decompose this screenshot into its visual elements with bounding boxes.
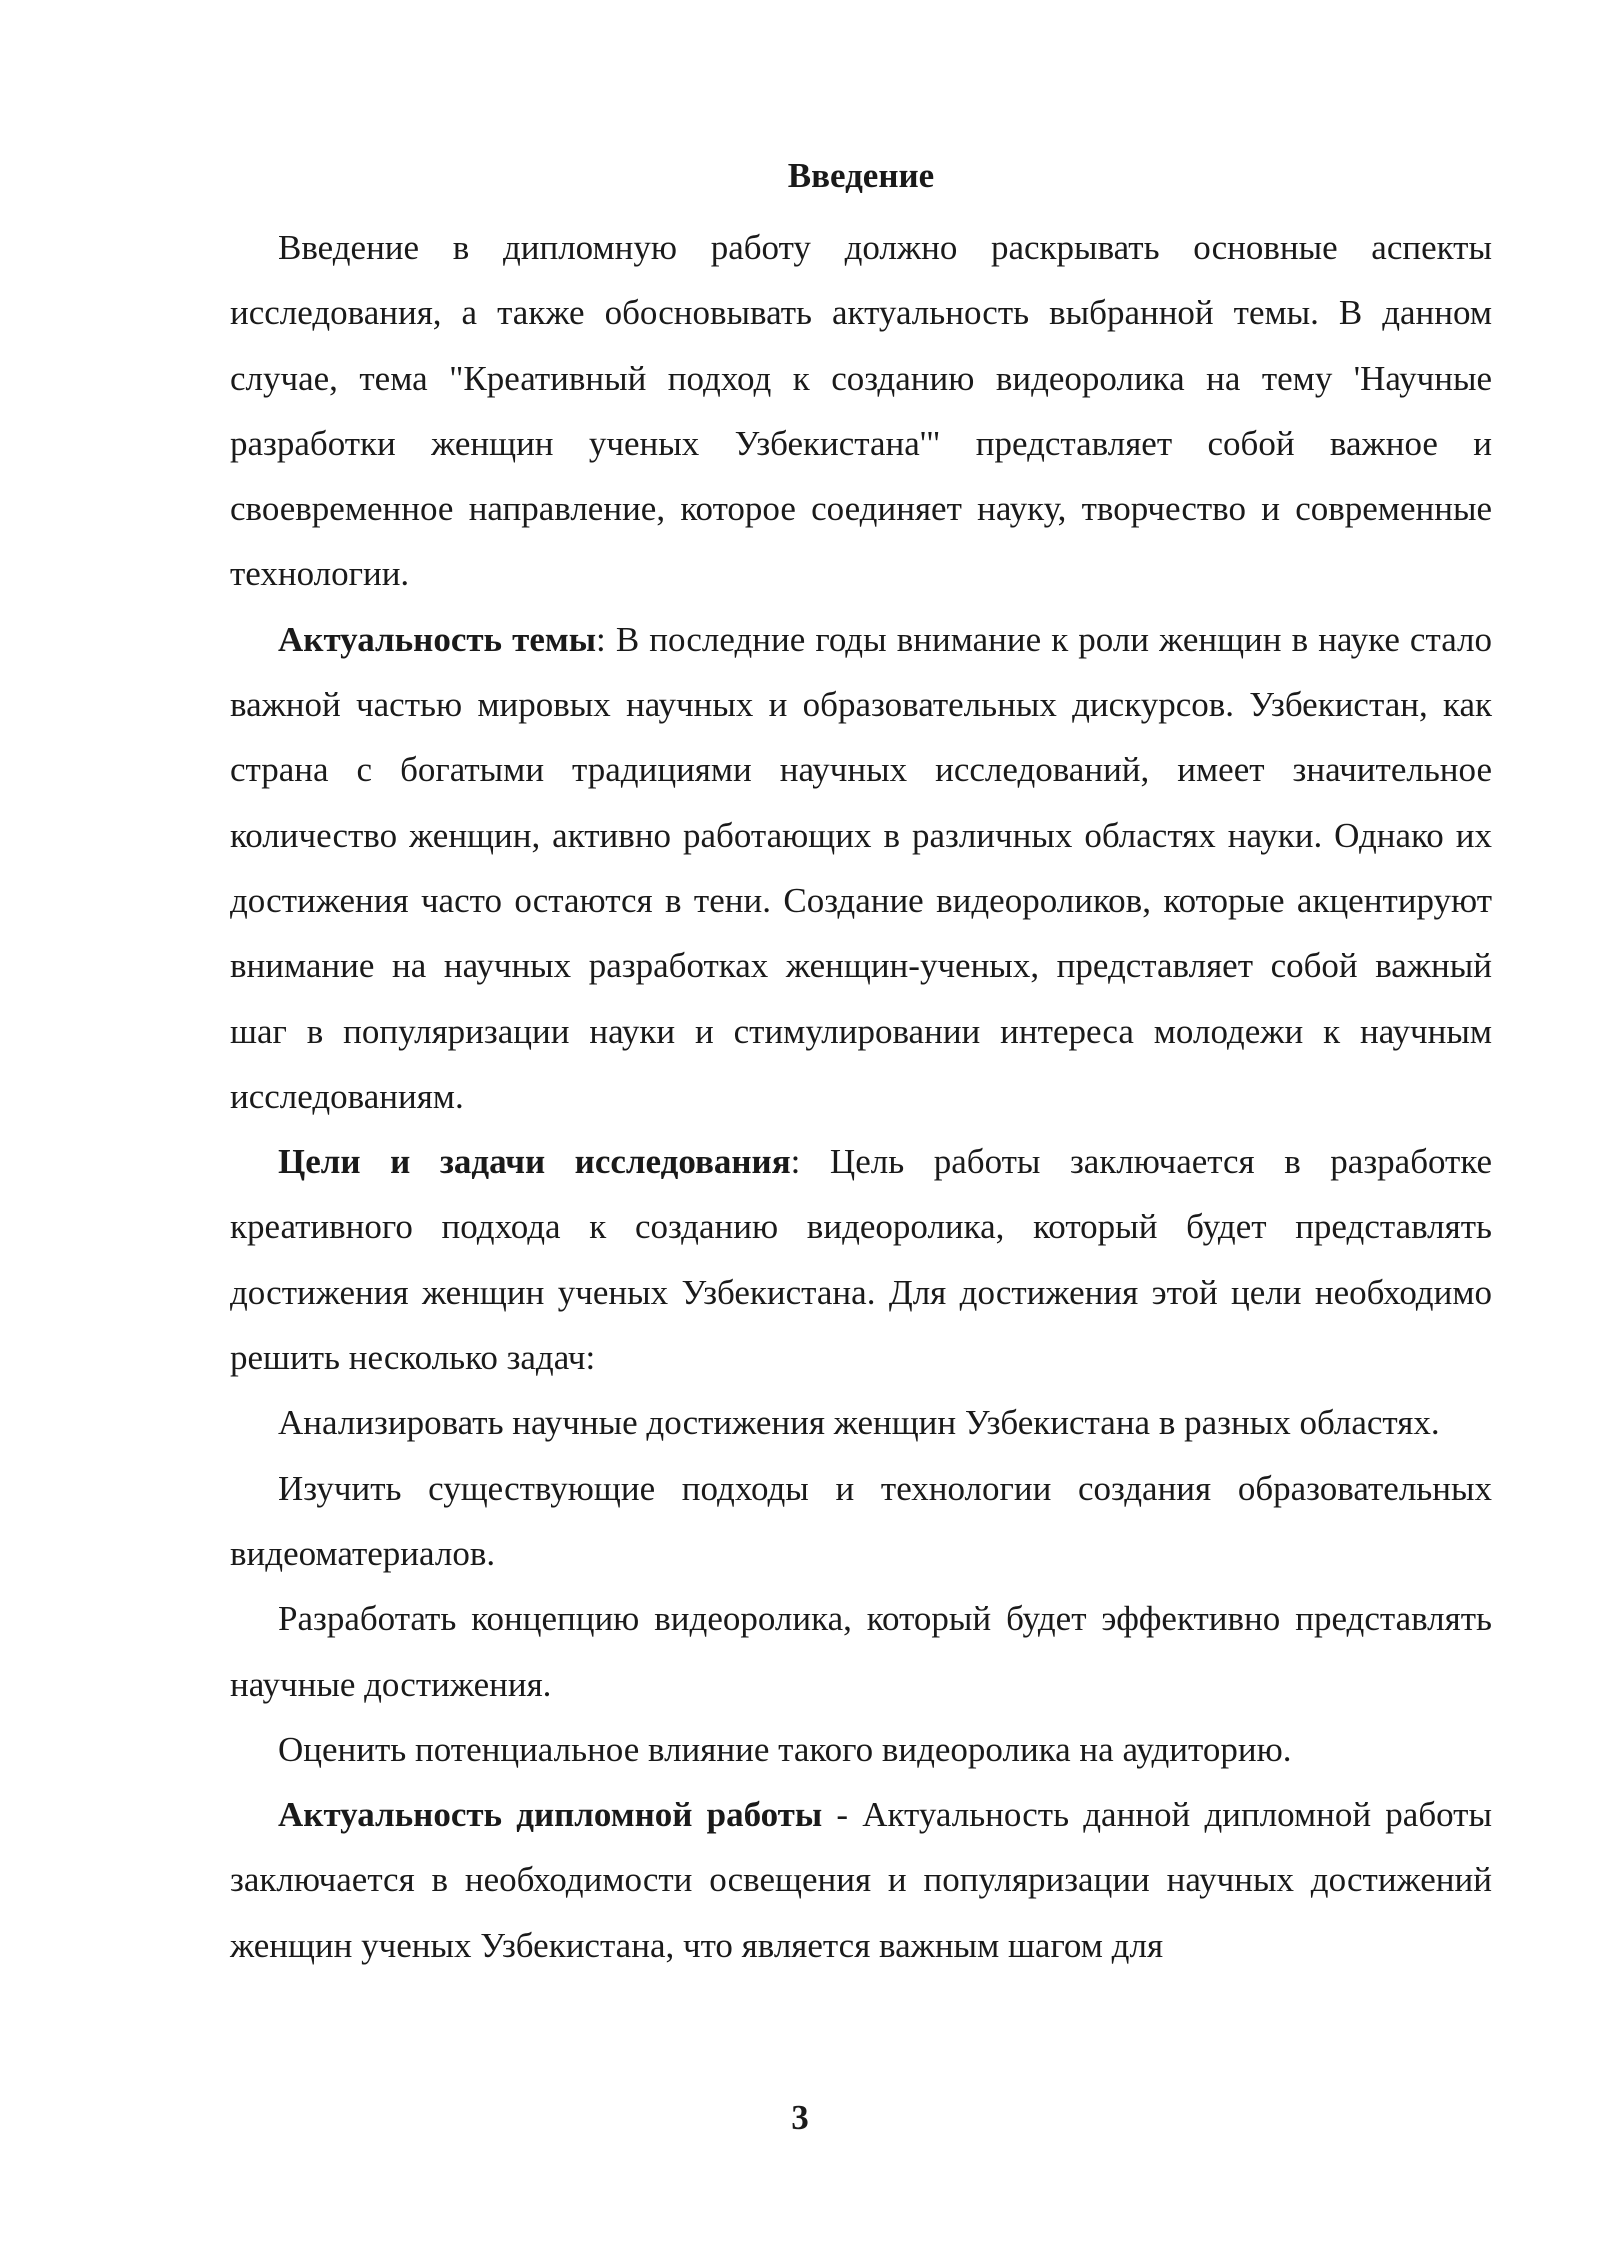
paragraph-task-study	[230, 1456, 1492, 1587]
paragraph-text: Изучить существующие подходы и технологии создания образовательных видеоматериалов.	[230, 1468, 1492, 1573]
paragraph-task-develop	[230, 1586, 1492, 1717]
paragraph-text: Разработать концепцию видеоролика, который будет эффективно представлять научные достижения.	[230, 1599, 1492, 1704]
paragraph-bold-lead: Цели и задачи исследования	[278, 1142, 791, 1182]
paragraph-text: Анализировать научные достижения женщин Узбекистана в разных областях.	[278, 1403, 1440, 1443]
document-page	[230, 150, 1492, 1978]
paragraph-text: Введение в дипломную работу должно раскрывать основные аспекты исследования, а также обосновывать актуальность выбранной темы. В данном случае, тема "Креативный подход к созданию видеоролика на тему 'Научные разработки женщин ученых Узбекистана'" представляет собой важное и своевременное направление, которое соединяет науку, творчество и современные технологии.	[230, 228, 1492, 594]
paragraph-bold-lead: Актуальность дипломной работы	[278, 1795, 823, 1835]
paragraph-text: Оценить потенциальное влияние такого видеоролика на аудиторию.	[278, 1729, 1292, 1769]
paragraph-text: - Актуальность данной дипломной работы заключается в необходимости освещения и популяризации научных достижений женщин ученых Узбекистана, что является важным шагом для	[230, 1795, 1492, 1965]
paragraph-task-analyze	[230, 1390, 1492, 1455]
page-number: 3	[791, 2098, 809, 2137]
paragraph-topic-relevance	[230, 607, 1492, 1129]
paragraph-introduction	[230, 215, 1492, 607]
paragraph-text: : В последние годы внимание к роли женщин в науке стало важной частью мировых научных и образовательных дискурсов. Узбекистан, как страна с богатыми традициями научных исследований, имеет значительное количество женщин, активно работающих в различных областях науки. Однако их достижения часто остаются в тени. Создание видеороликов, которые акцентируют внимание на научных разработках женщин-ученых, представляет собой важный шаг в популяризации науки и стимулировании интереса молодежи к научным исследованиям.	[230, 619, 1492, 1116]
paragraph-bold-lead: Актуальность темы	[278, 619, 597, 659]
paragraph-text: : Цель работы заключается в разработке креативного подхода к созданию видеоролика, который будет представлять достижения женщин ученых Узбекистана. Для достижения этой цели необходимо решить несколько задач:	[230, 1142, 1493, 1378]
paragraph-task-evaluate	[230, 1717, 1492, 1782]
paragraph-thesis-relevance	[230, 1782, 1492, 1978]
section-title: Введение	[787, 156, 935, 195]
paragraph-goals-tasks	[230, 1129, 1492, 1390]
